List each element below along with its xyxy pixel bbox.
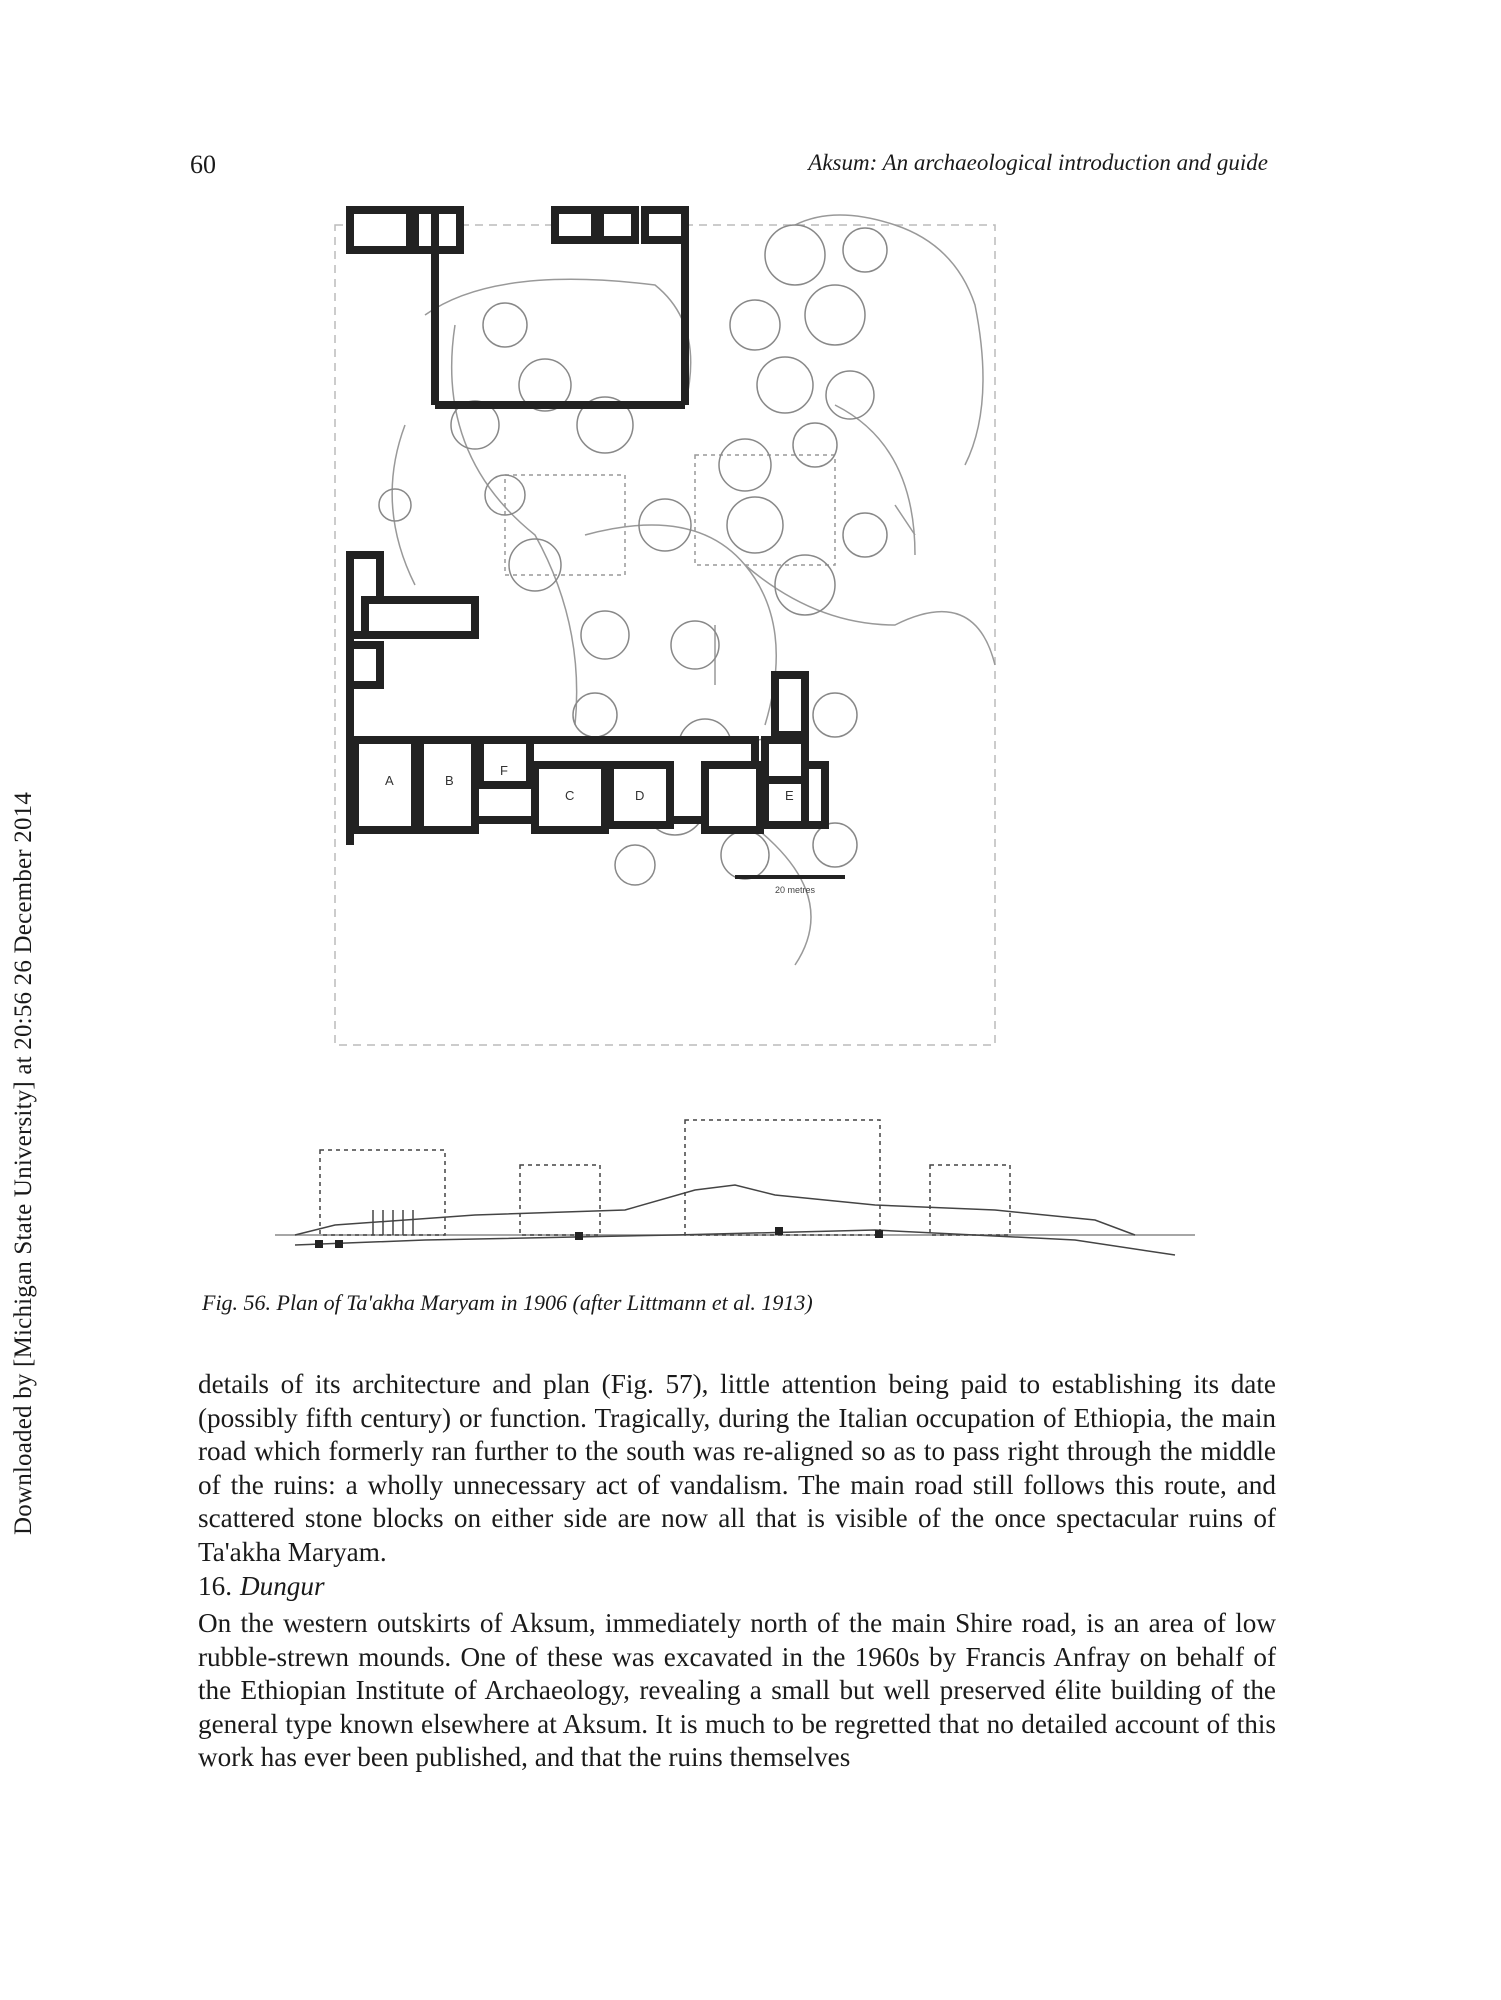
running-head: Aksum: An archaeological introduction and guide — [808, 150, 1268, 175]
section-title: Dungur — [239, 1571, 325, 1601]
room-label-e: E — [785, 788, 794, 803]
room-label-d: D — [635, 788, 645, 803]
section-heading — [198, 1571, 325, 1602]
body-paragraph-1: details of its architecture and plan (Fig. 57), little attention being paid to establishing its date (possibly fifth century) or function. Tragically, during the Italian occupation of Ethiopia, the main road which formerly ran further to the south was re-aligned so as to pass right through the middle of the ruins: a wholly unnecessary act of vandalism. The main road still follows this route, and scattered stone blocks on either side are now all that is visible of the once spectacular ruins of Ta'akha Maryam. — [198, 1369, 1276, 1567]
body-paragraph-2: On the western outskirts of Aksum, immediately north of the main Shire road, is an area of low rubble-strewn mounds. One of these was excavated in the 1960s by Francis Anfray on behalf of the Ethiopian Institute of Archaeology, revealing a small but well preserved élite building of the general type known elsewhere at Aksum. It is much to be regretted that no detailed account of this work has ever been published, and that the ruins themselves — [198, 1608, 1276, 1773]
section-elevation — [275, 1120, 1195, 1255]
scale-bar-label: 20 metres — [774, 885, 816, 895]
scale-bar — [735, 877, 845, 895]
site-plan-figure — [275, 205, 1195, 1275]
site-plan-drawing — [275, 205, 1195, 1275]
room-label-f: F — [500, 763, 508, 778]
section-number: 16. — [198, 1571, 232, 1601]
page-number: 60 — [190, 150, 216, 179]
download-stamp: Downloaded by [Michigan State University] at 20:56 26 December 2014 — [10, 791, 37, 1535]
figure-caption: Fig. 56. Plan of Ta'akha Maryam in 1906 (after Littmann et al. 1913) — [202, 1290, 813, 1315]
room-label-b: B — [445, 773, 454, 788]
room-label-a: A — [385, 773, 394, 788]
room-label-c: C — [565, 788, 575, 803]
